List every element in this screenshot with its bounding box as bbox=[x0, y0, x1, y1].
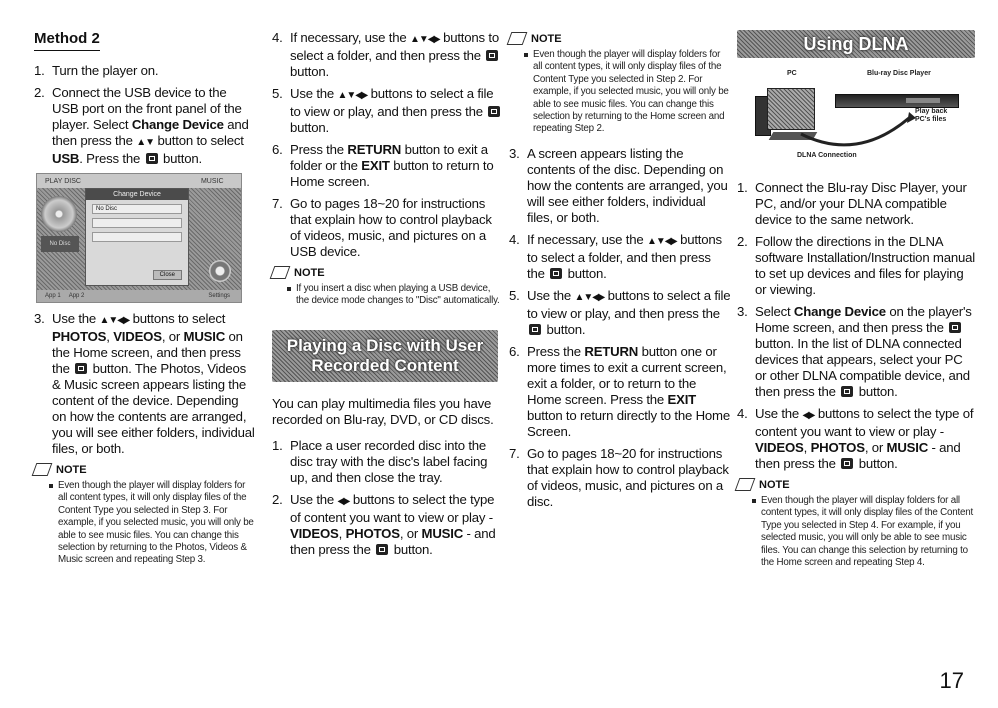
steps-list bbox=[34, 311, 256, 457]
steps-list bbox=[737, 180, 977, 472]
step-2: 2. Connect the USB device to the USB port on the front panel of the player. Select Change Device and then press the ▲▼ button to select USB. Press the button. bbox=[34, 85, 249, 166]
enter-button-icon bbox=[841, 386, 853, 397]
arrow-buttons-icon: ▲▼◀▶ bbox=[337, 90, 368, 101]
step-5: 5. Use the ▲▼◀▶ buttons to select a file to view or play, and then press the button. bbox=[272, 86, 504, 136]
arrow-buttons-icon: ▲▼◀▶ bbox=[99, 315, 130, 326]
note-text: Even though the player will display folders for all content types, it will only display files of the Content Type you selected in Step 4. For example, if you selected music, you will only be able to see music files. You can change this selection by returning to the Home screen and repeating Step 4. bbox=[737, 495, 977, 569]
steps-list bbox=[272, 30, 504, 260]
arrow-buttons-icon: ◀▶ bbox=[802, 410, 815, 421]
step-7: 7. Go to pages 18~20 for instructions that explain how to control playback of videos, music, and pictures on a disc. bbox=[509, 445, 729, 509]
step-6: 6. Press the RETURN button to exit a folder or the EXIT button to return to Home screen. bbox=[272, 142, 494, 189]
section-banner-playing-disc: Playing a Disc with User Recorded Content bbox=[272, 330, 498, 382]
diagram-caption: DLNA Connection bbox=[797, 152, 857, 159]
step-1: 1. Turn the player on. bbox=[34, 63, 159, 78]
section-banner-using-dlna: Using DLNA bbox=[737, 30, 975, 58]
steps-list bbox=[509, 146, 731, 510]
enter-button-icon bbox=[841, 458, 853, 469]
step-5: 5. Use the ▲▼◀▶ buttons to select a file to view or play, and then press the button. bbox=[509, 287, 731, 337]
step-2: 2. Use the ◀▶ buttons to select the type of content you want to view or play - VIDEOS, PHOTOS, or MUSIC - and then press the button. bbox=[272, 491, 496, 557]
column-3 bbox=[509, 30, 731, 516]
note-pencil-icon bbox=[735, 478, 756, 491]
note-text: Even though the player will display folders for all content types, it will only display files of the Content Type you selected in Step 2. For example, if you selected music, you will only be able to see music files. You can change this selection by returning to the Home screen and repeating Step 2. bbox=[509, 49, 731, 136]
playback-label: Play back PC's files bbox=[915, 108, 948, 123]
note-text: If you insert a disc when playing a USB device, the device mode changes to "Disc" automatically. bbox=[272, 283, 504, 308]
note-heading: NOTE bbox=[272, 266, 504, 279]
note-pencil-icon bbox=[32, 463, 53, 476]
arrow-buttons-icon: ▲▼◀▶ bbox=[574, 291, 605, 303]
section-intro: You can play multimedia files you have recorded on Blu-ray, DVD, or CD discs. bbox=[272, 395, 494, 427]
dlna-connection-diagram bbox=[737, 66, 975, 170]
device-list-item: No Disc bbox=[92, 204, 182, 214]
pc-label: PC bbox=[787, 70, 797, 77]
gear-icon bbox=[209, 260, 231, 282]
step-3: 3. Select Change Device on the player's Home screen, and then press the button. In the list of DLNA connected devices that appears, select your PC or other DLNA compatible device, and then press the button. bbox=[737, 304, 972, 399]
arrow-buttons-icon: ▲▼◀▶ bbox=[409, 34, 440, 45]
step-2: 2. Follow the directions in the DLNA software Installation/Instruction manual to set up devices and files for playing or viewing. bbox=[737, 234, 975, 297]
enter-button-icon bbox=[486, 50, 498, 61]
column-4 bbox=[737, 30, 977, 569]
player-label: Blu-ray Disc Player bbox=[867, 70, 931, 77]
step-3: 3. A screen appears listing the contents of the disc. Depending on how the contents are arranged, you will see either folders, individual files, or both. bbox=[509, 145, 728, 225]
enter-button-icon bbox=[146, 153, 158, 164]
steps-list bbox=[34, 63, 256, 167]
enter-button-icon bbox=[550, 268, 562, 279]
connection-arrow-icon bbox=[797, 104, 917, 150]
note-pencil-icon bbox=[507, 32, 528, 45]
note-text: Even though the player will display folders for all content types, it will only display files of the Content Type you selected in Step 3. For example, if you selected music, you will only be able to see music files. You can change this selection by returning to the Photos, Videos & Music screen and repeating Step 3. bbox=[34, 480, 256, 567]
arrow-buttons-icon: ▲▼◀▶ bbox=[646, 235, 677, 247]
change-device-dialog bbox=[85, 188, 189, 286]
section-heading-method-2: Method 2 bbox=[34, 30, 100, 51]
screen-top-bar: PLAY DISC MUSIC bbox=[37, 174, 241, 188]
device-list-item bbox=[92, 218, 182, 228]
column-2 bbox=[272, 30, 504, 564]
no-disc-tile: No Disc bbox=[41, 236, 79, 252]
close-button: Close bbox=[153, 270, 182, 280]
step-6: 6. Press the RETURN button one or more times to exit a current screen, exit a folder, or to return to the Home screen. Press the EXIT button to return directly to the Home Screen. bbox=[509, 343, 730, 439]
step-4: 4. If necessary, use the ▲▼◀▶ buttons to select a folder, and then press the button. bbox=[272, 30, 499, 79]
note-heading: NOTE bbox=[737, 478, 977, 491]
note-heading: NOTE bbox=[34, 463, 256, 476]
step-1: 1. Place a user recorded disc into the disc tray with the disc's label facing up, and then close the tray. bbox=[272, 437, 488, 485]
step-3: 3. Use the ▲▼◀▶ buttons to select PHOTOS, VIDEOS, or MUSIC on the Home screen, and then press the button. The Photos, Videos & Music screen appears listing the content of the device. Depending on how the contents are arranged, you will see either folders, individual files, or both. bbox=[34, 311, 255, 456]
dialog-title: Change Device bbox=[86, 189, 188, 200]
arrow-buttons-icon: ▲▼ bbox=[136, 137, 155, 148]
step-4: 4. Use the ◀▶ buttons to select the type of content you want to view or play - VIDEOS, PHOTOS, or MUSIC - and then press the button. bbox=[737, 406, 974, 471]
note-heading: NOTE bbox=[509, 32, 731, 45]
enter-button-icon bbox=[376, 544, 388, 555]
steps-list bbox=[272, 438, 504, 558]
change-device-screenshot bbox=[36, 173, 242, 303]
enter-button-icon bbox=[949, 322, 961, 333]
page-number: 17 bbox=[939, 668, 964, 693]
device-list-item bbox=[92, 232, 182, 242]
column-1 bbox=[34, 30, 256, 567]
step-4: 4. If necessary, use the ▲▼◀▶ buttons to select a folder, and then press the button. bbox=[509, 231, 722, 281]
screen-bottom-bar: App 1 App 2 Settings bbox=[37, 290, 241, 302]
enter-button-icon bbox=[75, 363, 87, 374]
disc-icon bbox=[41, 196, 77, 232]
arrow-buttons-icon: ◀▶ bbox=[337, 495, 350, 507]
step-1: 1. Connect the Blu-ray Disc Player, your PC, and/or your DLNA compatible device to the same network. bbox=[737, 180, 967, 227]
note-pencil-icon bbox=[270, 266, 291, 279]
enter-button-icon bbox=[529, 324, 541, 335]
enter-button-icon bbox=[488, 106, 500, 117]
step-7: 7. Go to pages 18~20 for instructions that explain how to control playback of videos, music, and pictures on a USB device. bbox=[272, 196, 492, 259]
